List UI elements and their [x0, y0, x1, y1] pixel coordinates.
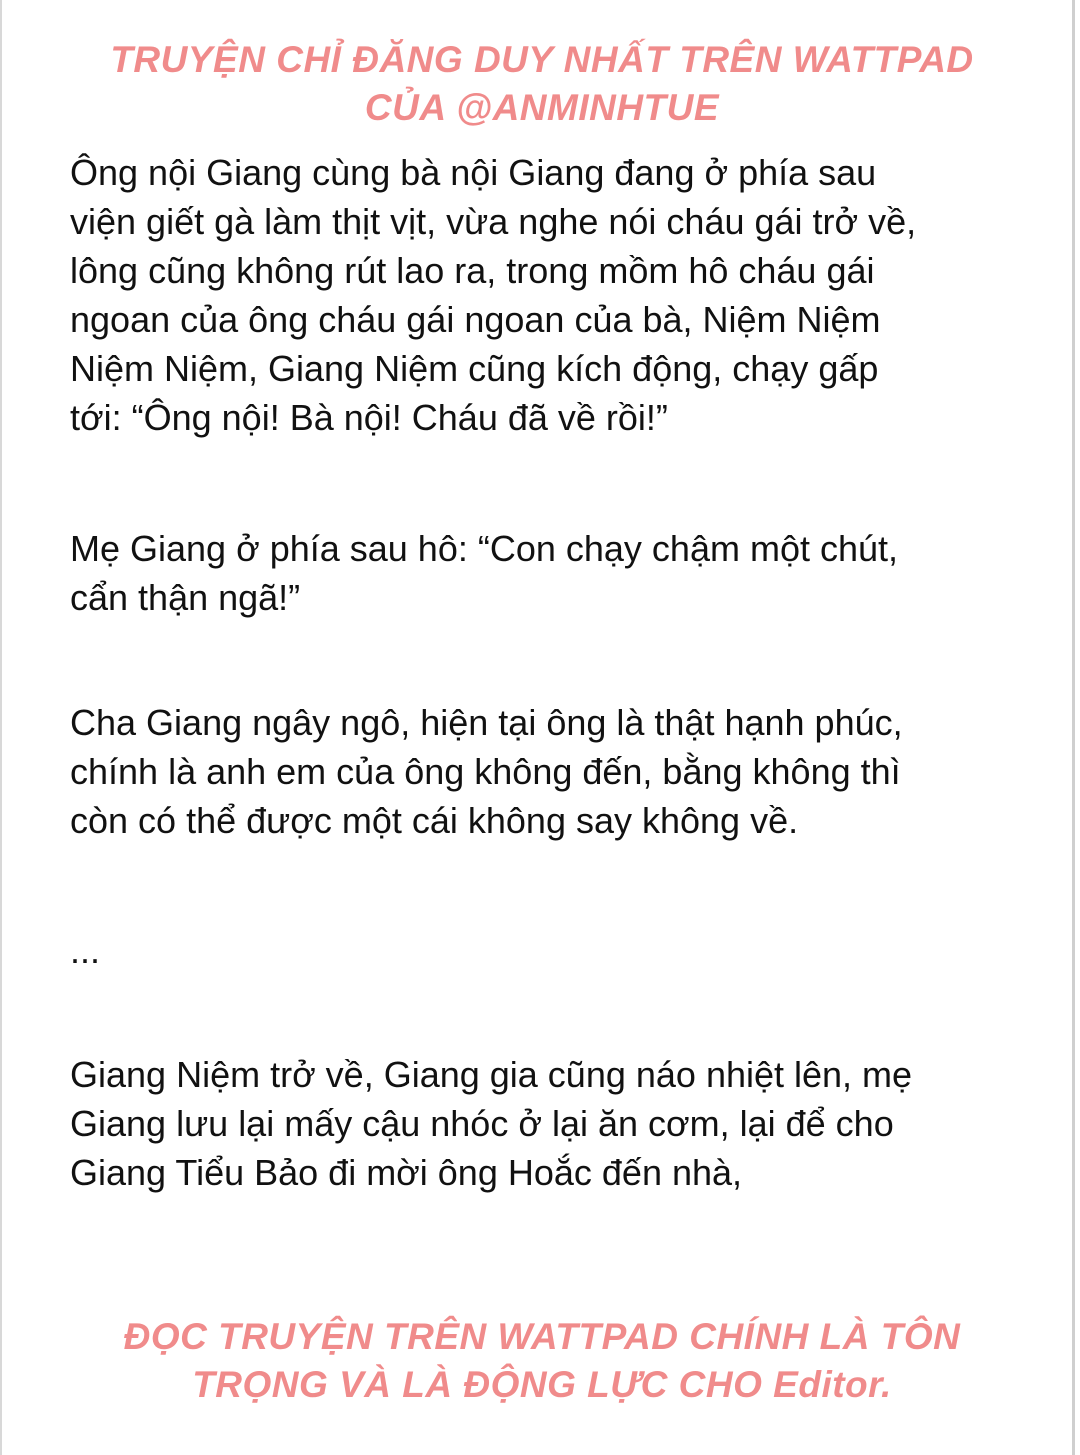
paragraph-1: Ông nội Giang cùng bà nội Giang đang ở phía sau viện giết gà làm thịt vịt, vừa nghe nói cháu gái trở về, lông cũng không rút lao ra, trong mồm hô cháu gái ngoan của ông cháu gái ngoan của bà, Niệm Niệm Niệm Niệm, Giang Niệm cũng kích động, chạy gấp tới: “Ông nội! Bà nội! Cháu đã về rồi!”: [70, 152, 917, 438]
banner-bottom-line-1: ĐỌC TRUYỆN TRÊN WATTPAD CHÍNH LÀ TÔN: [123, 1316, 961, 1357]
banner-top-line-2: CỦA @ANMINHTUE: [364, 87, 720, 128]
paragraph-2: Mẹ Giang ở phía sau hô: “Con chạy chậm một chút, cẩn thận ngã!”: [70, 528, 899, 618]
watermark-banner-top: [42, 36, 1042, 132]
paragraph-ellipsis: ...: [70, 930, 101, 971]
paragraph-5: Giang Niệm trở về, Giang gia cũng náo nhiệt lên, mẹ Giang lưu lại mấy cậu nhóc ở lại ăn cơm, lại để cho Giang Tiểu Bảo đi mời ông Hoắc đến nhà,: [70, 1054, 913, 1193]
paragraph-3: Cha Giang ngây ngô, hiện tại ông là thật hạnh phúc, chính là anh em của ông không đến, bằng không thì còn có thể được một cái không say không về.: [70, 702, 903, 841]
banner-top-line-1: TRUYỆN CHỈ ĐĂNG DUY NHẤT TRÊN WATTPAD: [110, 39, 974, 80]
banner-bottom-line-2: TRỌNG VÀ LÀ ĐỘNG LỰC CHO Editor.: [192, 1364, 892, 1405]
watermark-banner-bottom: [42, 1313, 1042, 1409]
